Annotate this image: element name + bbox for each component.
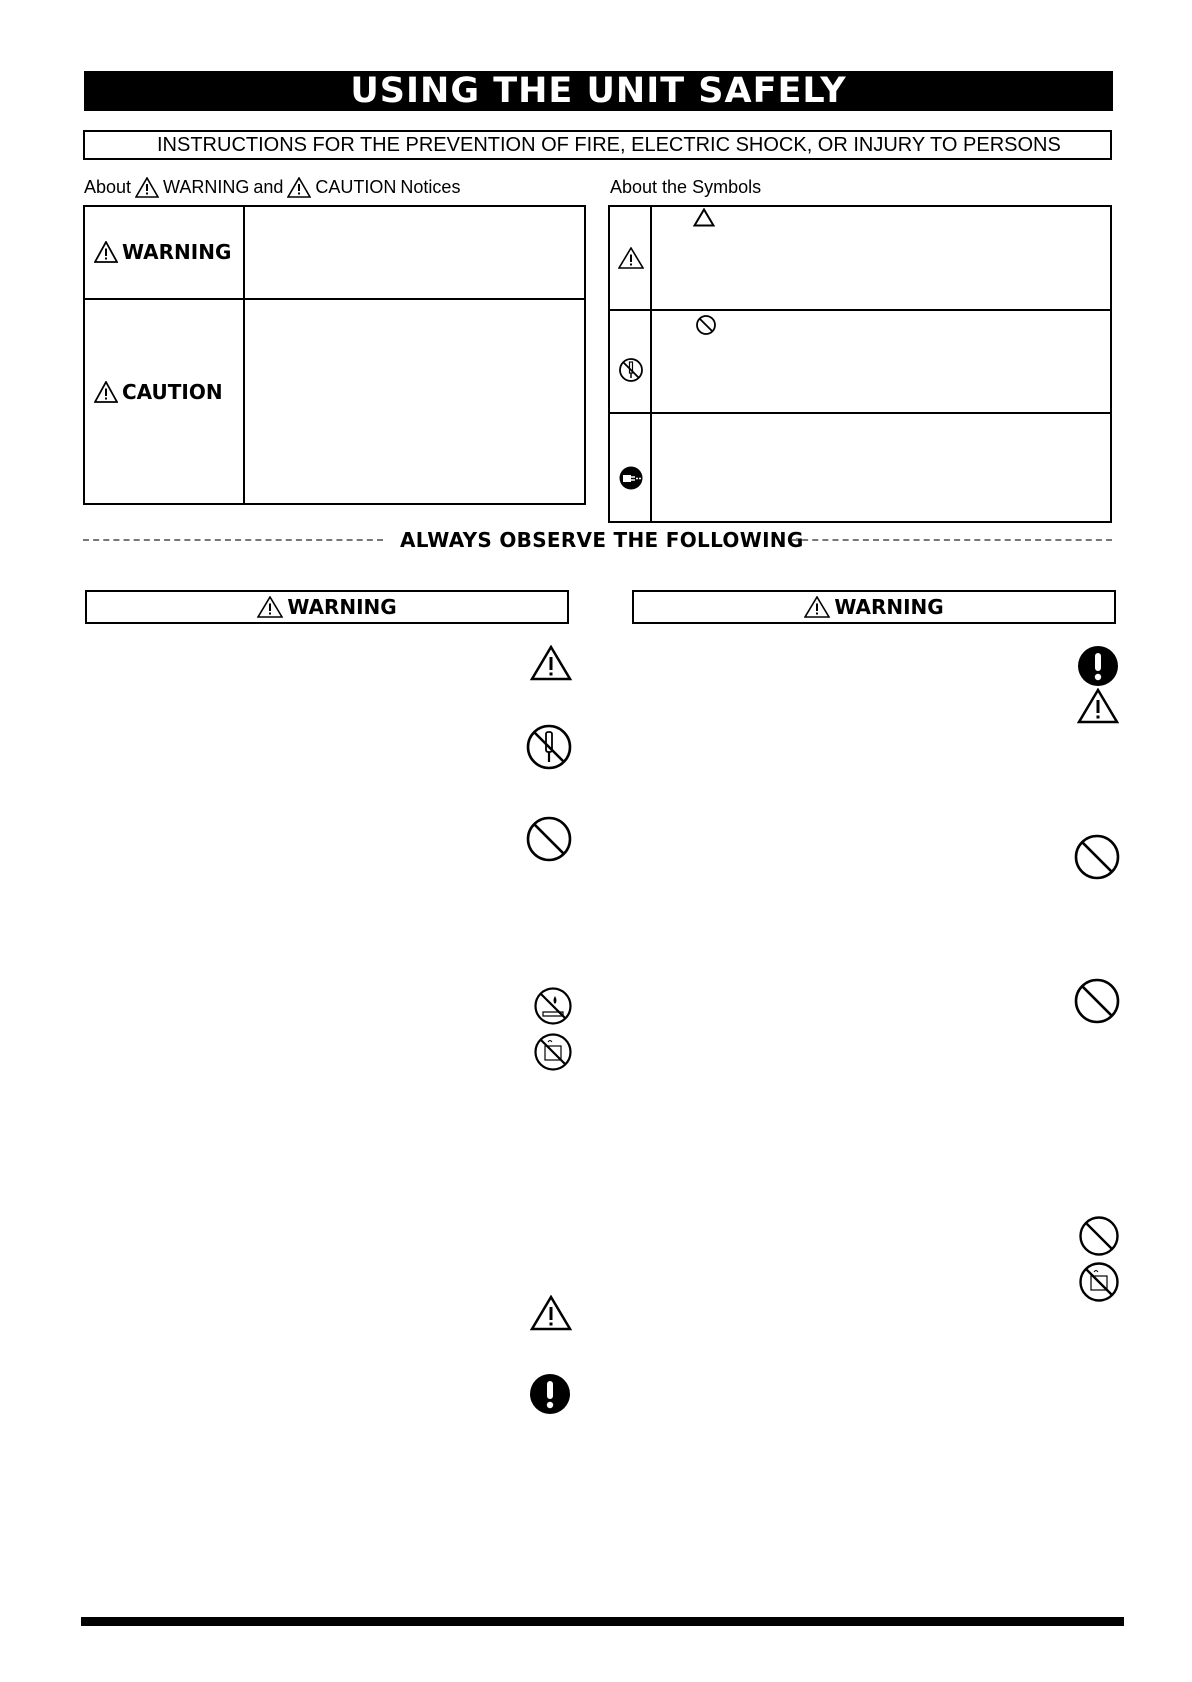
prohibited-icon bbox=[695, 314, 717, 336]
warning-triangle-icon bbox=[257, 596, 283, 618]
instructions-subtitle bbox=[83, 130, 1112, 160]
warning-triangle-icon bbox=[530, 645, 572, 681]
page-title: USING THE UNIT SAFELY bbox=[84, 71, 1113, 111]
no-disassembly-icon bbox=[525, 723, 573, 771]
caution-notice-text: CAUTION bbox=[122, 380, 223, 404]
warning-triangle-icon bbox=[287, 177, 311, 198]
prohibited-icon bbox=[525, 815, 573, 863]
prohibited-icon bbox=[1073, 977, 1121, 1025]
warning-triangle-icon bbox=[1077, 688, 1119, 724]
warning-triangle-icon bbox=[804, 596, 830, 618]
notices-heading bbox=[84, 177, 460, 198]
observe-heading: ALWAYS OBSERVE THE FOLLOWING bbox=[400, 528, 804, 552]
warning-triangle-icon bbox=[94, 381, 118, 403]
warning-column-header-text: WARNING bbox=[834, 595, 944, 619]
prohibited-icon bbox=[1073, 833, 1121, 881]
symbols-table-divider bbox=[650, 205, 652, 523]
warning-column-header-right bbox=[632, 590, 1116, 624]
warning-triangle-icon bbox=[618, 247, 644, 269]
notices-heading-and: and bbox=[253, 177, 284, 197]
observe-divider-left bbox=[83, 539, 383, 541]
warning-notice-text: WARNING bbox=[122, 240, 232, 264]
warning-notice-label bbox=[94, 240, 231, 264]
caution-notice-label bbox=[94, 380, 223, 404]
symbols-table bbox=[608, 205, 1112, 523]
no-water-icon bbox=[533, 986, 573, 1026]
footer-rule bbox=[81, 1617, 1124, 1626]
no-liquid-containers-icon bbox=[533, 1032, 573, 1072]
mandatory-action-icon bbox=[1077, 645, 1119, 687]
symbols-heading-text: About the Symbols bbox=[610, 177, 762, 197]
subtitle-text: INSTRUCTIONS FOR THE PREVENTION OF FIRE, ELECTRIC SHOCK, OR INJURY TO PERSONS bbox=[157, 133, 1061, 156]
small-triangle-icon bbox=[693, 208, 715, 227]
warning-triangle-icon bbox=[94, 241, 118, 263]
unplug-icon bbox=[618, 465, 644, 491]
notices-heading-about: About bbox=[84, 177, 132, 197]
warning-triangle-icon bbox=[135, 177, 159, 198]
warning-column-header-text: WARNING bbox=[287, 595, 397, 619]
notices-heading-notices: Notices bbox=[400, 177, 461, 197]
symbols-heading bbox=[610, 177, 761, 198]
no-liquid-containers-icon bbox=[1078, 1261, 1120, 1303]
observe-divider-right bbox=[792, 539, 1112, 541]
notices-heading-warning: WARNING bbox=[163, 177, 250, 197]
warning-column-header-left bbox=[85, 590, 569, 624]
notices-heading-caution: CAUTION bbox=[315, 177, 397, 197]
prohibited-icon bbox=[1078, 1215, 1120, 1257]
no-disassembly-icon bbox=[618, 357, 644, 383]
notices-table-row-divider bbox=[83, 298, 586, 300]
mandatory-action-icon bbox=[529, 1373, 571, 1415]
notices-table-divider bbox=[243, 205, 245, 505]
symbols-table-row-divider bbox=[608, 309, 1112, 311]
warning-triangle-icon bbox=[530, 1295, 572, 1331]
symbols-table-row-divider bbox=[608, 412, 1112, 414]
